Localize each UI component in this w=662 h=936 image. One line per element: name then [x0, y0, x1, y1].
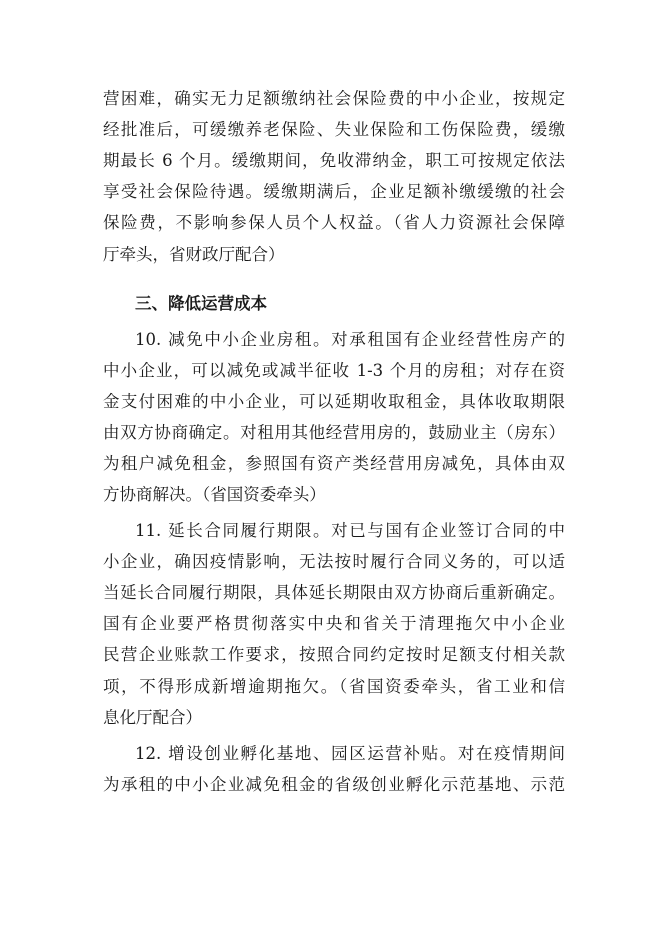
text-line: 方协商解决。（省国资委牵头）: [103, 485, 326, 504]
text-line: 中小企业，可以减免或减半征收 1-3 个月的房租；对存在资: [103, 361, 565, 380]
text-line: 金支付困难的中小企业，可以延期收取租金，具体收取期限: [103, 392, 565, 411]
section-heading: 三、降低运营成本: [135, 294, 267, 313]
text-line: 10. 减免中小企业房租。对承租国有企业经营性房产的: [135, 330, 565, 349]
text-line: 厅牵头，省财政厅配合）: [103, 245, 285, 264]
text-line: 享受社会保险待遇。缓缴期满后，企业足额补缴缓缴的社会: [103, 182, 565, 201]
text-line: 国有企业要严格贯彻落实中央和省关于清理拖欠中小企业: [103, 614, 565, 633]
text-line: 项，不得形成新增逾期拖欠。（省国资委牵头，省工业和信: [103, 677, 565, 696]
text-line: 民营企业账款工作要求，按照合同约定按时足额支付相关款: [103, 645, 565, 664]
text-line: 为承租的中小企业减免租金的省级创业孵化示范基地、示范: [103, 775, 565, 794]
text-line: 为租户减免租金，参照国有资产类经营用房减免，具体由双: [103, 454, 565, 473]
text-line: 当延长合同履行期限，具体延长期限由双方协商后重新确定。: [103, 583, 565, 602]
text-line: 11. 延长合同履行期限。对已与国有企业签订合同的中: [135, 521, 565, 540]
text-line: 息化厅配合）: [103, 708, 202, 727]
text-line: 营困难，确实无力足额缴纳社会保险费的中小企业，按规定: [103, 89, 565, 108]
text-line: 经批准后，可缓缴养老保险、失业保险和工伤保险费，缓缴: [103, 120, 565, 139]
text-line: 期最长 6 个月。缓缴期间，免收滞纳金，职工可按规定依法: [103, 151, 565, 170]
text-line: 12. 增设创业孵化基地、园区运营补贴。对在疫情期间: [135, 744, 565, 763]
text-line: 保险费，不影响参保人员个人权益。（省人力资源社会保障: [103, 213, 565, 232]
text-line: 由双方协商确定。对租用其他经营用房的，鼓励业主（房东）: [103, 423, 565, 442]
text-line: 小企业，确因疫情影响，无法按时履行合同义务的，可以适: [103, 552, 565, 571]
